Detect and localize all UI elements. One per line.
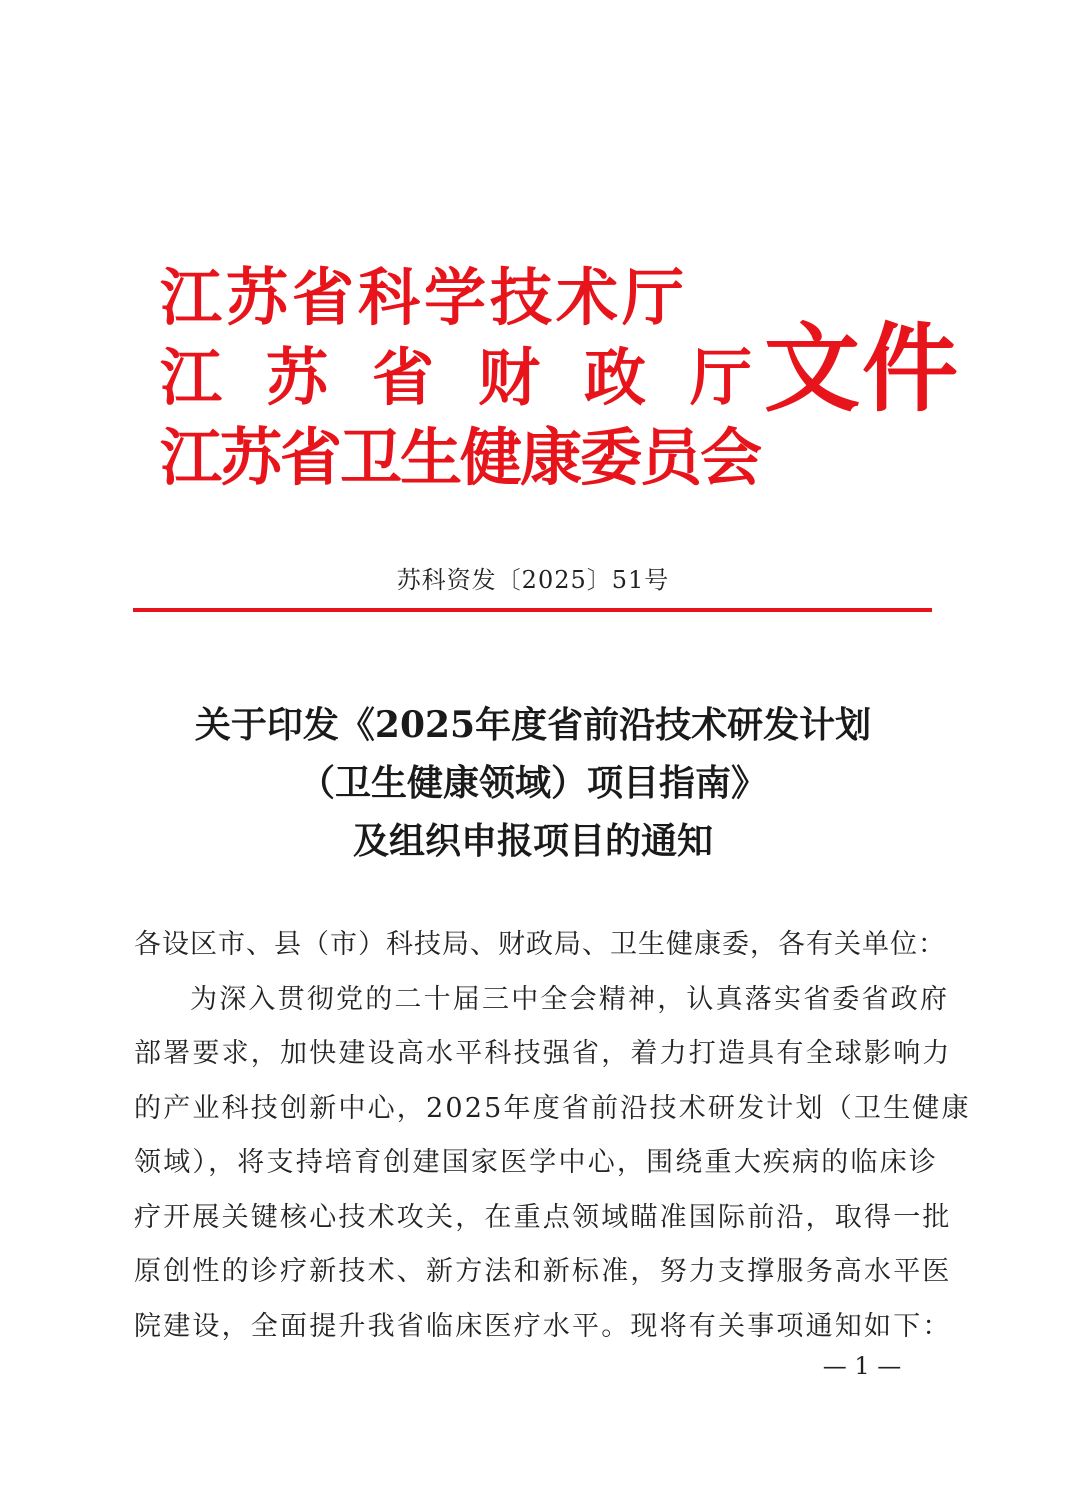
document-type-label: 文件 bbox=[764, 313, 960, 425]
title-line-3: 及组织申报项目的通知 bbox=[352, 820, 713, 862]
agency-list bbox=[160, 258, 797, 498]
title-line-1: 关于印发《2025年度省前沿技术研发计划 bbox=[194, 704, 872, 746]
paragraph-line: 原创性的诊疗新技术、新方法和新标准，努力支撑服务高水平医 bbox=[134, 1256, 952, 1287]
paragraph-line: 院建设，全面提升我省临床医疗水平。现将有关事项通知如下： bbox=[134, 1310, 952, 1342]
title-line-2: （卫生健康领域）项目指南》 bbox=[298, 762, 767, 804]
agency-name-health-commission: 江苏省卫生健康委员会 bbox=[160, 421, 761, 494]
paragraph-line: 的产业科技创新中心，2025年度省前沿技术研发计划（卫生健康 bbox=[134, 1092, 971, 1124]
paragraph-line: 为深入贯彻党的二十届三中全会精神，认真落实省委省政府 bbox=[190, 983, 950, 1015]
body-paragraph bbox=[134, 973, 971, 1355]
document-title bbox=[0, 696, 1066, 870]
red-divider-line bbox=[133, 608, 932, 612]
issuing-agencies-header bbox=[160, 258, 960, 498]
paragraph-line: 疗开展关键核心技术攻关，在重点领域瞄准国际前沿，取得一批 bbox=[134, 1201, 952, 1233]
document-body bbox=[134, 918, 971, 1354]
document-number: 苏科资发〔2025〕51号 bbox=[396, 566, 670, 594]
paragraph-line: 部署要求，加快建设高水平科技强省，着力打造具有全球影响力 bbox=[134, 1038, 952, 1069]
salutation: 各设区市、县（市）科技局、财政局、卫生健康委，各有关单位： bbox=[134, 929, 946, 960]
paragraph-line: 领域），将支持培育创建国家医学中心，围绕重大疾病的临床诊 bbox=[134, 1147, 939, 1178]
agency-name-finance: 江苏省财政厅 bbox=[160, 341, 797, 414]
agency-name-science-technology: 江苏省科学技术厅 bbox=[160, 261, 689, 334]
page-number: — 1 — bbox=[822, 1352, 902, 1380]
